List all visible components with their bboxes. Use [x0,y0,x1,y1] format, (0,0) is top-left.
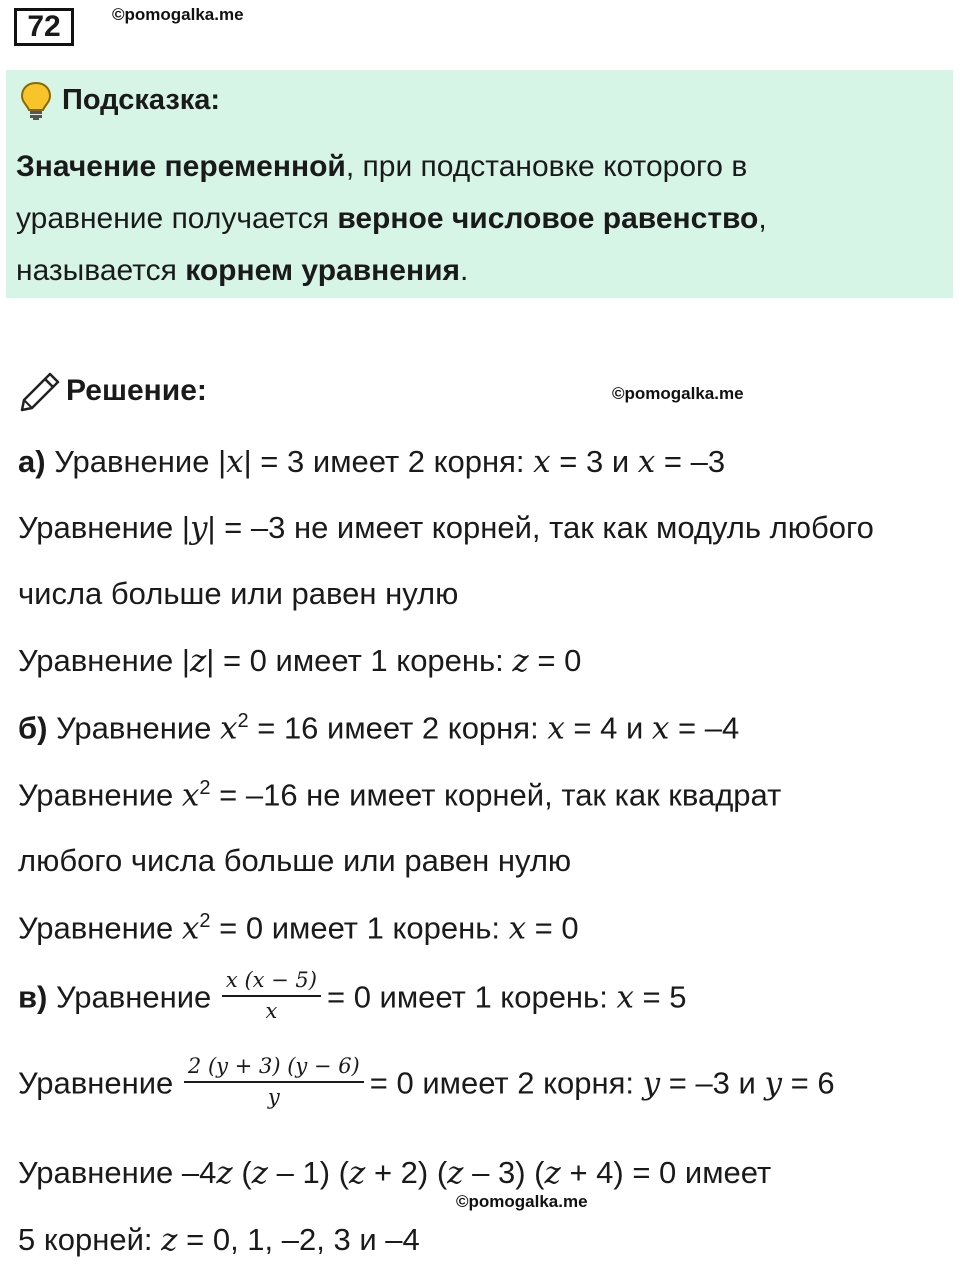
text: Уравнение [18,1065,174,1101]
text: = –3 [655,444,726,479]
solution-line-c3 [18,1155,771,1191]
variable: z [348,1155,366,1191]
exponent: 2 [199,777,211,799]
text: – 3) ( [463,1155,545,1190]
solution-title: Решение: [66,374,207,407]
hint-term: Значение переменной [16,150,346,183]
text: | = 3 имеет 2 корня: [243,444,534,479]
variable: x [508,910,527,947]
variable: z [161,1222,178,1258]
text: Уравнение [47,710,220,746]
solution-line-a2 [18,510,874,546]
hint-text: . [460,254,469,287]
fraction-denominator: x [265,999,278,1023]
exponent: 2 [199,910,211,932]
text: Уравнение [18,910,182,946]
variable: z [544,1155,561,1191]
text: – 1) ( [268,1155,349,1190]
pencil-icon [18,370,62,414]
text: = 0, 1, –2, 3 и –4 [177,1222,420,1257]
text: Уравнение | [45,444,227,479]
solution-line-a1 [18,444,725,480]
variable: y [764,1065,782,1102]
text: = 3 и [550,444,638,479]
hint-text: , [758,202,767,235]
variable: z [512,643,529,679]
fraction-numerator: 2 (y + 3) (y − 6) [184,1054,364,1083]
variable: x [181,777,200,814]
variable: y [642,1065,661,1102]
hint-line-1 [16,150,747,184]
variable: x [533,444,551,480]
text: = 6 [781,1065,835,1101]
hint-text: уравнение получается [16,202,338,235]
solution-line-c2 [18,1054,835,1113]
text: = 0 [528,643,582,678]
text: Уравнение [18,777,182,813]
text: 5 корней: [18,1222,162,1257]
solution-line-a4 [18,643,581,679]
solution-line-b2 [18,777,781,813]
hint-text: называется [16,254,186,287]
variable: x [220,710,238,747]
solution-line-b1 [18,710,739,746]
solution-line-b3: любого числа больше или равен нулю [18,843,572,878]
variable: x [547,710,565,747]
lightbulb-icon [18,81,54,121]
solution-line-c1 [18,968,687,1027]
text: = 0 имеет 1 корень: [210,910,509,946]
text: = 16 имеет 2 корня: [248,710,548,746]
text: = 0 [526,910,579,946]
text: = –4 [669,710,740,746]
text: = –3 и [660,1065,765,1101]
solution-line-a3: числа больше или равен нулю [18,576,459,611]
variable: z [216,1155,233,1191]
fraction [184,1054,364,1109]
variable: z [447,1155,464,1191]
hint-text: , при подстановке которого в [345,150,748,183]
text: Уравнение | [18,510,190,545]
text: Уравнение [47,979,212,1015]
variable: x [616,979,634,1016]
variable: x [181,910,200,947]
hint-line-3 [16,254,468,288]
text: ( [232,1155,252,1190]
watermark-bottom: ©pomogalka.me [456,1192,588,1211]
variable: z [189,643,207,679]
text: Уравнение | [18,643,190,678]
exponent: 2 [237,710,249,732]
fraction [222,968,321,1023]
hint-box [6,70,953,298]
variable: y [189,510,208,546]
text: | = 0 имеет 1 корень: [206,643,513,678]
text: = 4 и [564,710,652,746]
solution-line-b4 [18,910,579,946]
text: + 4) = 0 имеет [560,1155,772,1190]
hint-line-2 [16,202,767,236]
watermark-top: ©pomogalka.me [112,5,244,24]
text: | = –3 не имеет корней, так как модуль любого [207,510,874,545]
hint-title: Подсказка: [62,84,221,116]
part-label: в) [18,979,48,1015]
variable: x [651,710,670,747]
text: = –16 не имеет корней, так как квадрат [210,777,782,813]
hint-term: верное числовое равенство [337,202,759,235]
text: = 0 имеет 2 корня: [369,1065,643,1101]
variable: x [226,444,244,480]
part-label: б) [18,710,48,746]
fraction-denominator: y [267,1085,280,1109]
variable: x [637,444,656,480]
task-number: 72 [14,8,74,46]
hint-term: корнем уравнения [185,254,461,287]
text: = 5 [633,979,687,1015]
text: + 2) ( [365,1155,448,1190]
text: Уравнение –4 [18,1155,217,1190]
text: = 0 имеет 1 корень: [326,979,617,1015]
part-label: а) [18,444,46,479]
solution-line-c4 [18,1222,420,1258]
variable: z [251,1155,269,1191]
fraction-numerator: x (x − 5) [222,968,321,997]
watermark-middle: ©pomogalka.me [612,384,744,403]
